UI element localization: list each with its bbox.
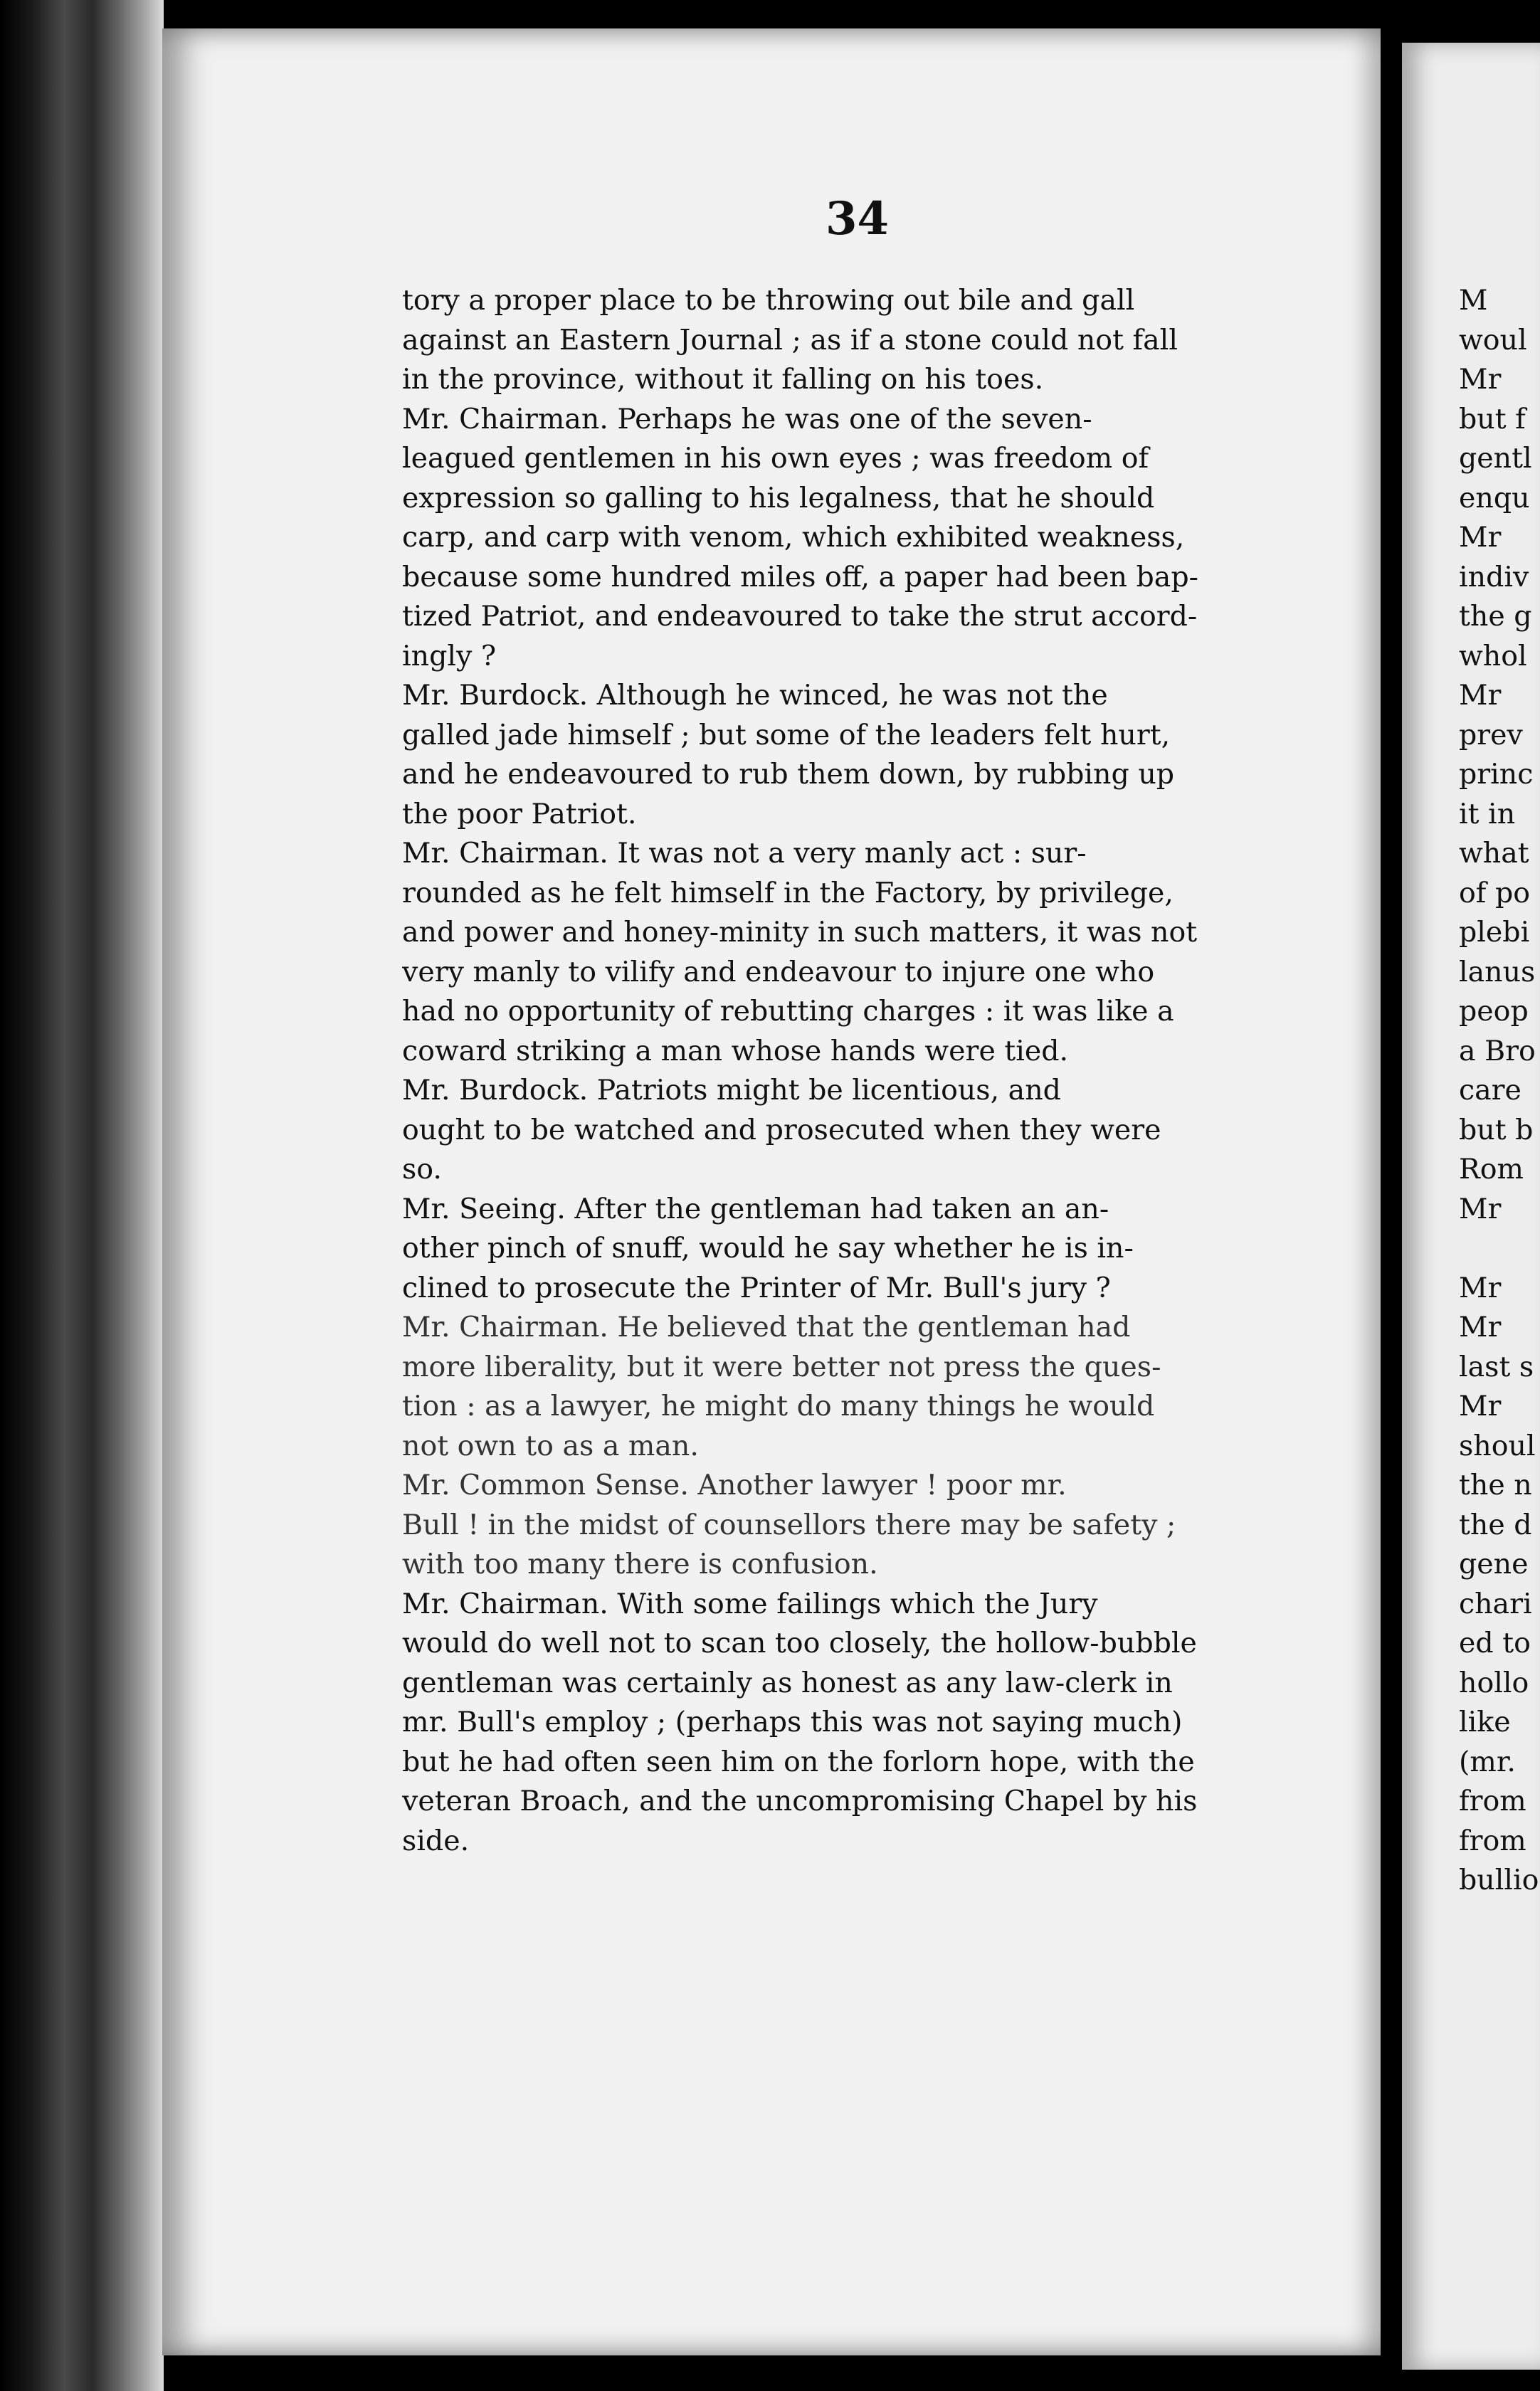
- text-line: care: [1459, 1074, 1521, 1107]
- text-line: Mr: [1459, 1271, 1502, 1304]
- left-page-text: [402, 281, 1309, 1861]
- text-line: lanus: [1459, 955, 1536, 988]
- text-line: Mr: [1459, 1311, 1502, 1344]
- text-line: ingly ?: [402, 639, 497, 672]
- text-line: Mr: [1459, 679, 1502, 712]
- text-line: so.: [402, 1153, 442, 1186]
- text-line: tized Patriot, and endeavoured to take the strut accord-: [402, 600, 1198, 633]
- text-line: the n: [1459, 1469, 1532, 1501]
- text-line: more liberality, but it were better not press the ques-: [402, 1350, 1161, 1383]
- text-line: from: [1459, 1824, 1526, 1857]
- text-line: a Bro: [1459, 1034, 1536, 1067]
- text-line: what: [1459, 837, 1529, 870]
- text-line: princ: [1459, 758, 1534, 791]
- text-line: but b: [1459, 1113, 1534, 1146]
- text-line: had no opportunity of rebutting charges : it was like a: [402, 995, 1174, 1028]
- text-line: peop: [1459, 995, 1529, 1028]
- text-line: not own to as a man.: [402, 1429, 699, 1462]
- text-line: Mr. Burdock. Patriots might be licentious, and: [402, 1074, 1061, 1107]
- text-line: Mr: [1459, 521, 1502, 554]
- text-line: indiv: [1459, 560, 1529, 593]
- text-line: [1459, 1229, 1540, 1269]
- text-line: gene: [1459, 1548, 1529, 1580]
- text-line: Mr. Burdock. Although he winced, he was not the: [402, 679, 1108, 712]
- text-line: expression so galling to his legalness, that he should: [402, 481, 1155, 514]
- book-edge: [0, 0, 164, 2391]
- text-line: but he had often seen him on the forlorn hope, with the: [402, 1745, 1195, 1778]
- text-line: galled jade himself ; but some of the leaders felt hurt,: [402, 718, 1171, 751]
- text-line: M: [1459, 284, 1488, 317]
- text-line: hollo: [1459, 1666, 1529, 1699]
- right-page-text: [1459, 281, 1540, 1901]
- text-line: woul: [1459, 323, 1527, 357]
- text-line: other pinch of snuff, would he say whether he is in-: [402, 1232, 1134, 1265]
- text-line: very manly to vilify and endeavour to injure one who: [402, 955, 1155, 988]
- text-line: and he endeavoured to rub them down, by rubbing up: [402, 758, 1175, 791]
- text-line: with too many there is confusion.: [402, 1548, 878, 1580]
- text-line: ought to be watched and prosecuted when they were: [402, 1113, 1161, 1146]
- text-line: but f: [1459, 402, 1526, 436]
- text-line: gentleman was certainly as honest as any law-clerk in: [402, 1666, 1173, 1699]
- text-line: chari: [1459, 1587, 1532, 1620]
- text-line: it in: [1459, 797, 1516, 830]
- text-line: last s: [1459, 1350, 1534, 1383]
- text-line: whol: [1459, 639, 1527, 672]
- text-line: rounded as he felt himself in the Factory, by privilege,: [402, 876, 1174, 909]
- text-line: against an Eastern Journal ; as if a stone could not fall: [402, 323, 1178, 357]
- text-line: Mr. Seeing. After the gentleman had taken an an-: [402, 1192, 1109, 1225]
- text-line: carp, and carp with venom, which exhibited weakness,: [402, 521, 1185, 554]
- text-line: mr. Bull's employ ; (perhaps this was not saying much): [402, 1706, 1183, 1738]
- text-line: Mr. Chairman. With some failings which the Jury: [402, 1587, 1098, 1620]
- text-line: the poor Patriot.: [402, 797, 637, 830]
- text-line: in the province, without it falling on his toes.: [402, 363, 1044, 396]
- text-line: Mr. Chairman. It was not a very manly act : sur-: [402, 837, 1087, 870]
- text-line: Mr: [1459, 1390, 1502, 1423]
- text-line: like: [1459, 1706, 1511, 1738]
- text-line: would do well not to scan too closely, the hollow-bubble: [402, 1627, 1197, 1659]
- text-line: leagued gentlemen in his own eyes ; was freedom of: [402, 442, 1149, 475]
- text-line: because some hundred miles off, a paper had been bap-: [402, 560, 1198, 593]
- text-line: the d: [1459, 1508, 1532, 1541]
- text-line: coward striking a man whose hands were tied.: [402, 1034, 1069, 1067]
- text-line: Mr: [1459, 1192, 1502, 1225]
- text-line: Mr. Common Sense. Another lawyer ! poor mr.: [402, 1469, 1067, 1501]
- text-line: shoul: [1459, 1429, 1536, 1462]
- text-line: prev: [1459, 718, 1523, 751]
- text-line: enqu: [1459, 481, 1530, 514]
- text-line: ed to: [1459, 1627, 1531, 1659]
- text-line: and power and honey-minity in such matters, it was not: [402, 916, 1198, 949]
- text-line: the g: [1459, 600, 1532, 633]
- text-line: gentl: [1459, 442, 1532, 475]
- text-line: veteran Broach, and the uncompromising Chapel by his: [402, 1785, 1198, 1817]
- text-line: clined to prosecute the Printer of Mr. Bull's jury ?: [402, 1271, 1111, 1304]
- text-line: side.: [402, 1824, 470, 1857]
- text-line: tion : as a lawyer, he might do many things he would: [402, 1390, 1155, 1423]
- text-line: plebi: [1459, 916, 1530, 949]
- text-line: Mr. Chairman. He believed that the gentleman had: [402, 1311, 1131, 1344]
- text-line: Bull ! in the midst of counsellors there may be safety ;: [402, 1508, 1176, 1541]
- page-gutter: [1381, 0, 1402, 2391]
- text-line: (mr.: [1459, 1745, 1516, 1778]
- text-line: bullio: [1459, 1864, 1539, 1896]
- text-line: of po: [1459, 876, 1531, 909]
- text-line: Rom: [1459, 1153, 1524, 1186]
- text-line: tory a proper place to be throwing out bile and gall: [402, 284, 1135, 317]
- page-number: 34: [826, 192, 890, 246]
- text-line: from: [1459, 1785, 1526, 1817]
- text-line: Mr. Chairman. Perhaps he was one of the seven-: [402, 402, 1092, 436]
- text-line: Mr: [1459, 363, 1502, 396]
